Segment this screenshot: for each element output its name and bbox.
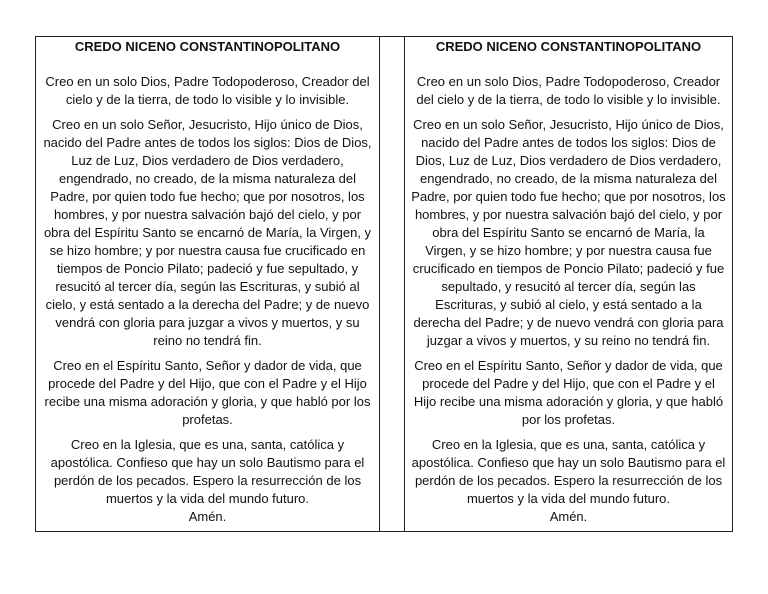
left-paragraph-father: Creo en un solo Dios, Padre Todopoderoso, Creador del cielo y de la tierra, de todo lo visible y lo invisible.	[45, 74, 370, 107]
left-paragraph-son: Creo en un solo Señor, Jesucristo, Hijo único de Dios, nacido del Padre antes de todos los siglos: Dios de Dios, Luz de Luz, Dios verdadero de Dios verdadero, engendrado, no creado, de la misma naturaleza del Padre, por quien todo fue hecho; que por nosotros, los hombres, y por nuestra salvación bajó del cielo, y por obra del Espíritu Santo se encarnó de María, la Virgen, y se hizo hombre; y por nuestra causa fue crucificado en tiempos de Poncio Pilato; padeció y fue sepultado, y resucitó al tercer día, según las Escrituras, y subió al cielo, y está sentado a la derecha del Padre; y de nuevo vendrá con gloria para juzgar a vivos y muertos, y su reino no tendrá fin.	[43, 117, 372, 348]
left-creed-panel	[36, 37, 379, 531]
prayer-card-sheet	[35, 36, 733, 532]
right-paragraph-church: Creo en la Iglesia, que es una, santa, católica y apostólica. Confieso que hay un solo Bautismo para el perdón de los pecados. Espero la resurrección de los muertos y la vida del mundo futuro.	[411, 437, 726, 506]
right-creed-title: CREDO NICENO CONSTANTINOPOLITANO	[435, 39, 702, 54]
left-paragraph-church: Creo en la Iglesia, que es una, santa, católica y apostólica. Confieso que hay un solo Bautismo para el perdón de los pecados. Espero la resurrección de los muertos y la vida del mundo futuro.	[50, 437, 365, 506]
right-paragraph-spirit: Creo en el Espíritu Santo, Señor y dador de vida, que procede del Padre y del Hijo, que con el Padre y el Hijo recibe una misma adoración y gloria, y que habló por los profetas.	[413, 358, 724, 427]
cut-gutter	[379, 37, 405, 531]
right-creed-panel	[405, 37, 732, 531]
left-paragraph-spirit: Creo en el Espíritu Santo, Señor y dador de vida, que procede del Padre y del Hijo, que con el Padre y el Hijo recibe una misma adoración y gloria, y que habló por los profetas.	[44, 358, 371, 427]
right-amen: Amén.	[549, 509, 588, 524]
left-creed-title: CREDO NICENO CONSTANTINOPOLITANO	[74, 39, 341, 54]
left-amen: Amén.	[188, 509, 227, 524]
right-paragraph-father: Creo en un solo Dios, Padre Todopoderoso, Creador del cielo y de la tierra, de todo lo visible y lo invisible.	[416, 74, 721, 107]
right-paragraph-son: Creo en un solo Señor, Jesucristo, Hijo único de Dios, nacido del Padre antes de todos los siglos: Dios de Dios, Luz de Luz, Dios verdadero de Dios verdadero, engendrado, no creado, de la misma naturaleza del Padre, por quien todo fue hecho; que por nosotros, los hombres, y por nuestra salvación bajó del cielo, y por obra del Espíritu Santo se encarnó de María, la Virgen, y se hizo hombre; y por nuestra causa fue crucificado en tiempos de Poncio Pilato; padeció y fue sepultado, y resucitó al tercer día, según las Escrituras, y subió al cielo, y está sentado a la derecha del Padre; y de nuevo vendrá con gloria para juzgar a vivos y muertos, y su reino no tendrá fin.	[411, 117, 726, 348]
